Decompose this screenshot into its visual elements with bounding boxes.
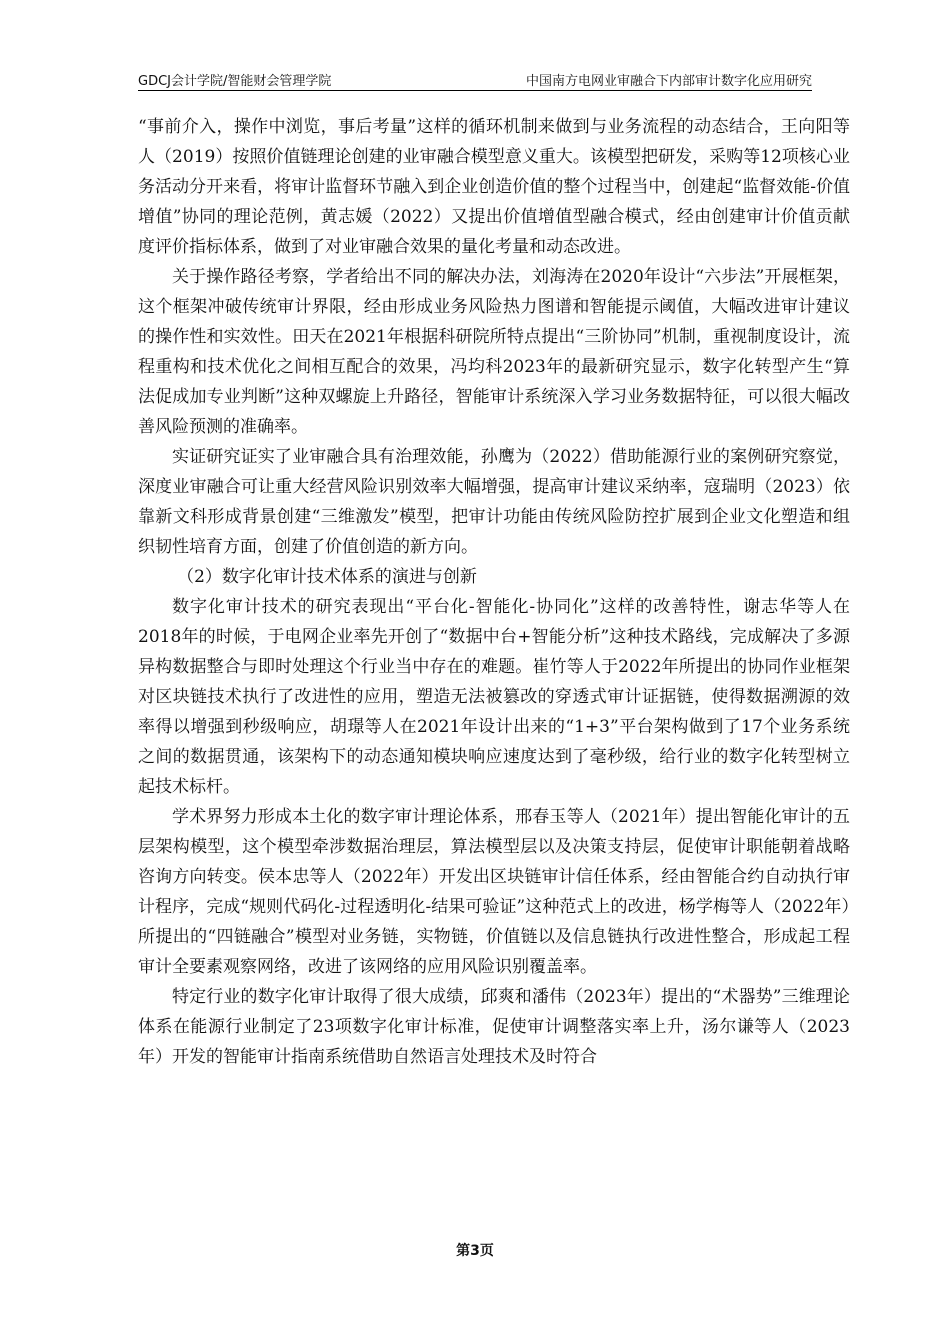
section-heading: （2）数字化审计技术体系的演进与创新 bbox=[177, 567, 477, 587]
paragraph: “事前介入，操作中浏览，事后考量”这样的循环机制来做到与业务流程的动态结合，王向阳等人（2019）按照价值链理论创建的业审融合模型意义重大。该模型把研发，采购等12项核心业务活动分开来看，将审计监督环节融入到企业创造价值的整个过程当中，创建起“监督效能-价值增值”协同的理论范例，黄志媛（2022）又提出价值增值型融合模式，经由创建审计价值贡献度评价指标体系，做到了对业审融合效果的量化考量和动态改进。 bbox=[138, 117, 850, 257]
paragraph: 学术界努力形成本土化的数字审计理论体系，邢春玉等人（2021年）提出智能化审计的五层架构模型，这个模型牵涉数据治理层，算法模型层以及决策支持层，促使审计职能朝着战略咨询方向转变。侯本忠等人（2022年）开发出区块链审计信任体系，经由智能合约自动执行审计程序，完成“规则代码化-过程透明化-结果可验证”这种范式上的改进，杨学梅等人（2022年）所提出的“四链融合”模型对业务链，实物链，价值链以及信息链执行改进性整合，形成起工程审计全要素观察网络，改进了该网络的应用风险识别覆盖率。 bbox=[138, 807, 850, 977]
header-institution: GDCJ会计学院/智能财会管理学院 bbox=[138, 74, 332, 89]
page-header bbox=[138, 66, 812, 91]
body-text bbox=[138, 112, 850, 1072]
header-paper-title: 中国南方电网业审融合下内部审计数字化应用研究 bbox=[525, 74, 812, 89]
paragraph: 特定行业的数字化审计取得了很大成绩，邱爽和潘伟（2023年）提出的“术器势”三维理论体系在能源行业制定了23项数字化审计标准，促使审计调整落实率上升，汤尔谦等人（2023年）开发的智能审计指南系统借助自然语言处理技术及时符合 bbox=[138, 987, 850, 1067]
paragraph: 数字化审计技术的研究表现出“平台化-智能化-协同化”这样的改善特性，谢志华等人在2018年的时候，于电网企业率先开创了“数据中台+智能分析”这种技术路线，完成解决了多源异构数据整合与即时处理这个行业当中存在的难题。崔竹等人于2022年所提出的协同作业框架对区块链技术执行了改进性的应用，塑造无法被篡改的穿透式审计证据链，使得数据溯源的效率得以增强到秒级响应，胡璟等人在2021年设计出来的“1+3”平台架构做到了17个业务系统之间的数据贯通，该架构下的动态通知模块响应速度达到了毫秒级，给行业的数字化转型树立起技术标杆。 bbox=[138, 597, 850, 797]
page-number: 第3页 bbox=[456, 1243, 494, 1259]
paragraph: 实证研究证实了业审融合具有治理效能，孙鹰为（2022）借助能源行业的案例研究察觉，深度业审融合可让重大经营风险识别效率大幅增强，提高审计建议采纳率，寇瑞明（2023）依靠新文科形成背景创建“三维激发”模型，把审计功能由传统风险防控扩展到企业文化塑造和组织韧性培育方面，创建了价值创造的新方向。 bbox=[138, 447, 850, 557]
paragraph: 关于操作路径考察，学者给出不同的解决办法，刘海涛在2020年设计“六步法”开展框架，这个框架冲破传统审计界限，经由形成业务风险热力图谱和智能提示阈值，大幅改进审计建议的操作性和实效性。田天在2021年根据科研院所特点提出“三阶协同”机制，重视制度设计，流程重构和技术优化之间相互配合的效果，冯均科2023年的最新研究显示，数字化转型产生“算法促成加专业判断”这种双螺旋上升路径，智能审计系统深入学习业务数据特征，可以很大幅改善风险预测的准确率。 bbox=[138, 267, 850, 437]
